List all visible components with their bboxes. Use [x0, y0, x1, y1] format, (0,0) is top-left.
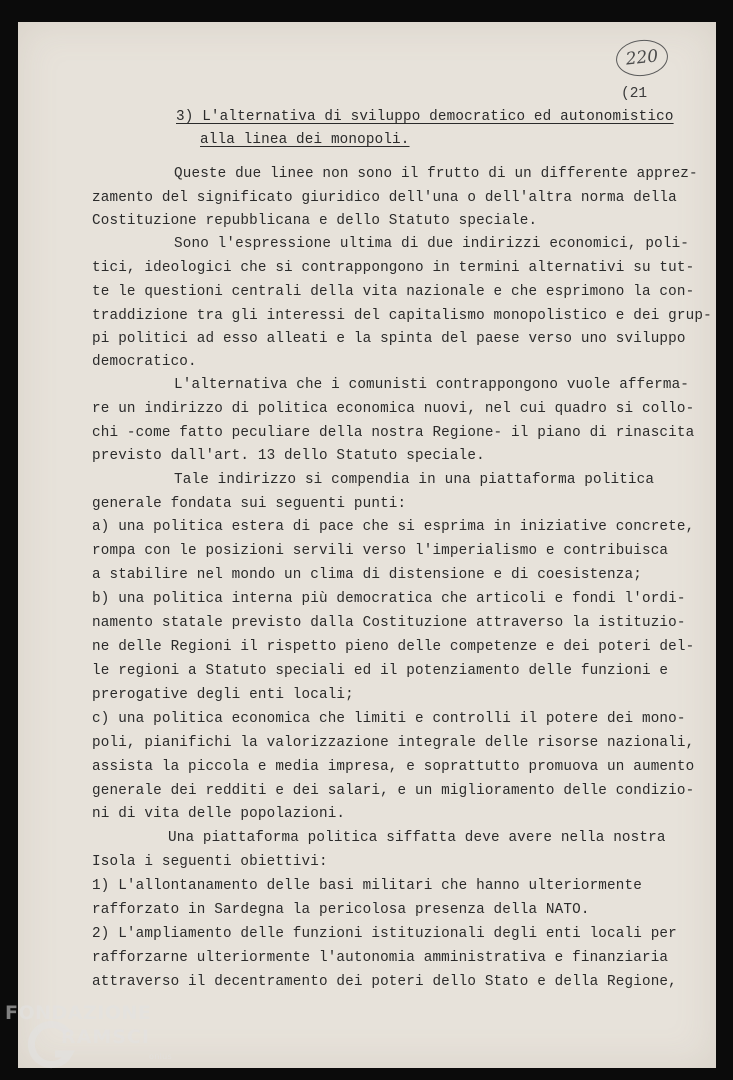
watermark-line-1: FONDAZIONE [5, 1002, 152, 1024]
body-line: generale fondata sui seguenti punti: [92, 496, 407, 512]
body-line: 2) L'ampliamento delle funzioni istituzionali degli enti locali per [92, 926, 677, 942]
body-line: generale dei redditi e dei salari, e un miglioramento delle condizio- [92, 783, 695, 799]
archive-number-stamp: 220 [614, 37, 669, 78]
watermark-line-2: RAMSCI [61, 1026, 150, 1048]
body-line: traddizione tra gli interessi del capitalismo monopolistico e dei grup- [92, 308, 712, 324]
body-line: re un indirizzo di politica economica nuovi, nel cui quadro si collo- [92, 401, 695, 417]
body-line: Una piattaforma politica siffatta deve avere nella nostra [168, 830, 666, 846]
body-line: te le questioni centrali della vita nazionale e che esprimono la con- [92, 284, 695, 300]
body-line: rompa con le posizioni servili verso l'imperialismo e contribuisca [92, 543, 669, 559]
body-line: a) una politica estera di pace che si esprima in iniziative concrete, [92, 519, 695, 535]
page-number: (21 [621, 86, 648, 102]
body-line: assista la piccola e media impresa, e soprattutto promuova un aumento [92, 759, 695, 775]
section-heading-line-1: 3) L'alternativa di sviluppo democratico ed autonomistico [176, 109, 674, 125]
body-line: Costituzione repubblicana e dello Statuto speciale. [92, 213, 538, 229]
body-line: rafforzarne ulteriormente l'autonomia amministrativa e finanziaria [92, 950, 669, 966]
body-line: le regioni a Statuto speciali ed il potenziamento delle funzioni e [92, 663, 669, 679]
body-line: namento statale previsto dalla Costituzione attraverso la istituzio- [92, 615, 686, 631]
body-line: pi politici ad esso alleati e la spinta del paese verso uno sviluppo [92, 331, 686, 347]
section-heading-line-2: alla linea dei monopoli. [200, 132, 410, 148]
body-line: attraverso il decentramento dei poteri dello Stato e della Regione, [92, 974, 677, 990]
body-line: ne delle Regioni il rispetto pieno delle competenze e dei poteri del- [92, 639, 695, 655]
body-line: previsto dall'art. 13 dello Statuto speciale. [92, 448, 485, 464]
body-line: zamento del significato giuridico dell'una o dell'altra norma della [92, 190, 677, 206]
body-line: a stabilire nel mondo un clima di distensione e di coesistenza; [92, 567, 642, 583]
body-line: tici, ideologici che si contrappongono in termini alternativi su tut- [92, 260, 695, 276]
body-line: c) una politica economica che limiti e controlli il potere dei mono- [92, 711, 686, 727]
body-line: chi -come fatto peculiare della nostra Regione- il piano di rinascita [92, 425, 695, 441]
body-line: 1) L'allontanamento delle basi militari che hanno ulteriormente [92, 878, 642, 894]
body-line: democratico. [92, 354, 197, 370]
fondazione-gramsci-watermark [3, 1000, 203, 1076]
body-line: Queste due linee non sono il frutto di un differente apprez- [174, 166, 698, 182]
watermark-suffix: onlus [149, 1052, 172, 1061]
body-line: b) una politica interna più democratica che articoli e fondi l'ordi- [92, 591, 686, 607]
body-line: L'alternativa che i comunisti contrappongono vuole afferma- [174, 377, 690, 393]
body-line: Isola i seguenti obiettivi: [92, 854, 328, 870]
body-line: rafforzato in Sardegna la pericolosa presenza della NATO. [92, 902, 590, 918]
body-line: prerogative degli enti locali; [92, 687, 354, 703]
body-line: Tale indirizzo si compendia in una piattaforma politica [174, 472, 655, 488]
body-line: ni di vita delle popolazioni. [92, 806, 346, 822]
document-page [18, 22, 716, 1068]
body-line: Sono l'espressione ultima di due indirizzi economici, poli- [174, 236, 690, 252]
body-line: poli, pianifichi la valorizzazione integrale delle risorse nazionali, [92, 735, 695, 751]
